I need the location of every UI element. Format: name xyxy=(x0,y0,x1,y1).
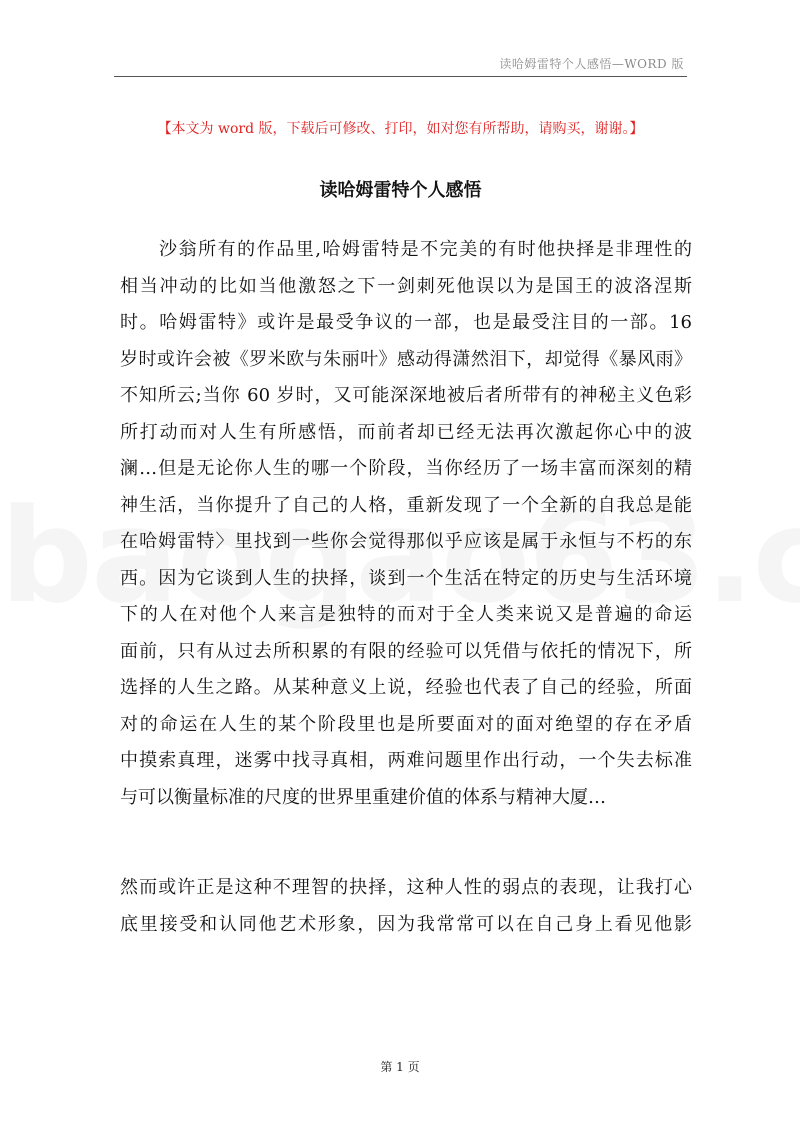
purchase-notice: 【本文为 word 版，下载后可修改、打印，如对您有所帮助，请购买，谢谢。】 xyxy=(157,121,644,137)
text-line: 所打动而对人生有所感悟，而前者却已经无法再次激起你心中的波 xyxy=(120,421,692,443)
paragraph-gap xyxy=(120,816,692,870)
text-line: 神生活，当你提升了自己的人格，重新发现了一个全新的自我总是能 xyxy=(120,494,692,516)
page-title: 读哈姆雷特个人感悟 xyxy=(319,180,482,201)
text-line: 选择的人生之路。从某种意义上说，经验也代表了自己的经验，所面 xyxy=(120,677,692,698)
text-line: 与可以衡量标准的尺度的世界里重建价值的体系与精神大厦… xyxy=(120,786,606,808)
text-line: 在哈姆雷特〉里找到一些你会觉得那似乎应该是属于永恒与不朽的东 xyxy=(120,531,692,552)
text-line: 不知所云;当你 60 岁时，又可能深深地被后者所带有的神秘主义色彩 xyxy=(120,385,692,406)
text-line: 然而或许正是这种不理智的抉择，这种人性的弱点的表现，让我打心 xyxy=(120,877,692,898)
text-line: 岁时或许会被《罗米欧与朱丽叶》感动得潇然泪下，却觉得《暴风雨》 xyxy=(120,348,692,370)
text-line: 相当冲动的比如当他激怒之下一剑刺死他误以为是国王的波洛涅斯 xyxy=(120,275,692,297)
text-line: 时。哈姆雷特》或许是最受争议的一部，也是最受注目的一部。16 xyxy=(120,312,692,333)
page-number: 第 1 页 xyxy=(380,1060,420,1074)
running-header: 读哈姆雷特个人感悟—WORD 版 xyxy=(499,57,684,71)
text-line: 西。因为它谈到人生的抉择，谈到一个生活在特定的历史与生活环境 xyxy=(120,567,692,589)
text-line: 沙翁所有的作品里,哈姆雷特是不完美的有时他抉择是非理性的 xyxy=(120,239,692,260)
header-divider xyxy=(114,76,687,77)
text-line: 中摸索真理，迷雾中找寻真相，两难问题里作出行动，一个失去标准 xyxy=(120,750,692,771)
text-line: 下的人在对他个人来言是独特的而对于全人类来说又是普遍的命运 xyxy=(120,604,692,625)
paragraph-2 xyxy=(120,870,692,943)
text-line: 澜…但是无论你人生的哪一个阶段，当你经历了一场丰富而深刻的精 xyxy=(120,458,692,479)
article-body xyxy=(120,232,692,943)
paragraph-1 xyxy=(120,232,692,816)
text-line: 面前，只有从过去所积累的有限的经验可以凭借与依托的情况下，所 xyxy=(120,640,692,662)
text-line: 底里接受和认同他艺术形象，因为我常常可以在自己身上看见他影 xyxy=(120,913,692,935)
text-line: 对的命运在人生的某个阶段里也是所要面对的面对绝望的存在矛盾 xyxy=(120,713,692,735)
